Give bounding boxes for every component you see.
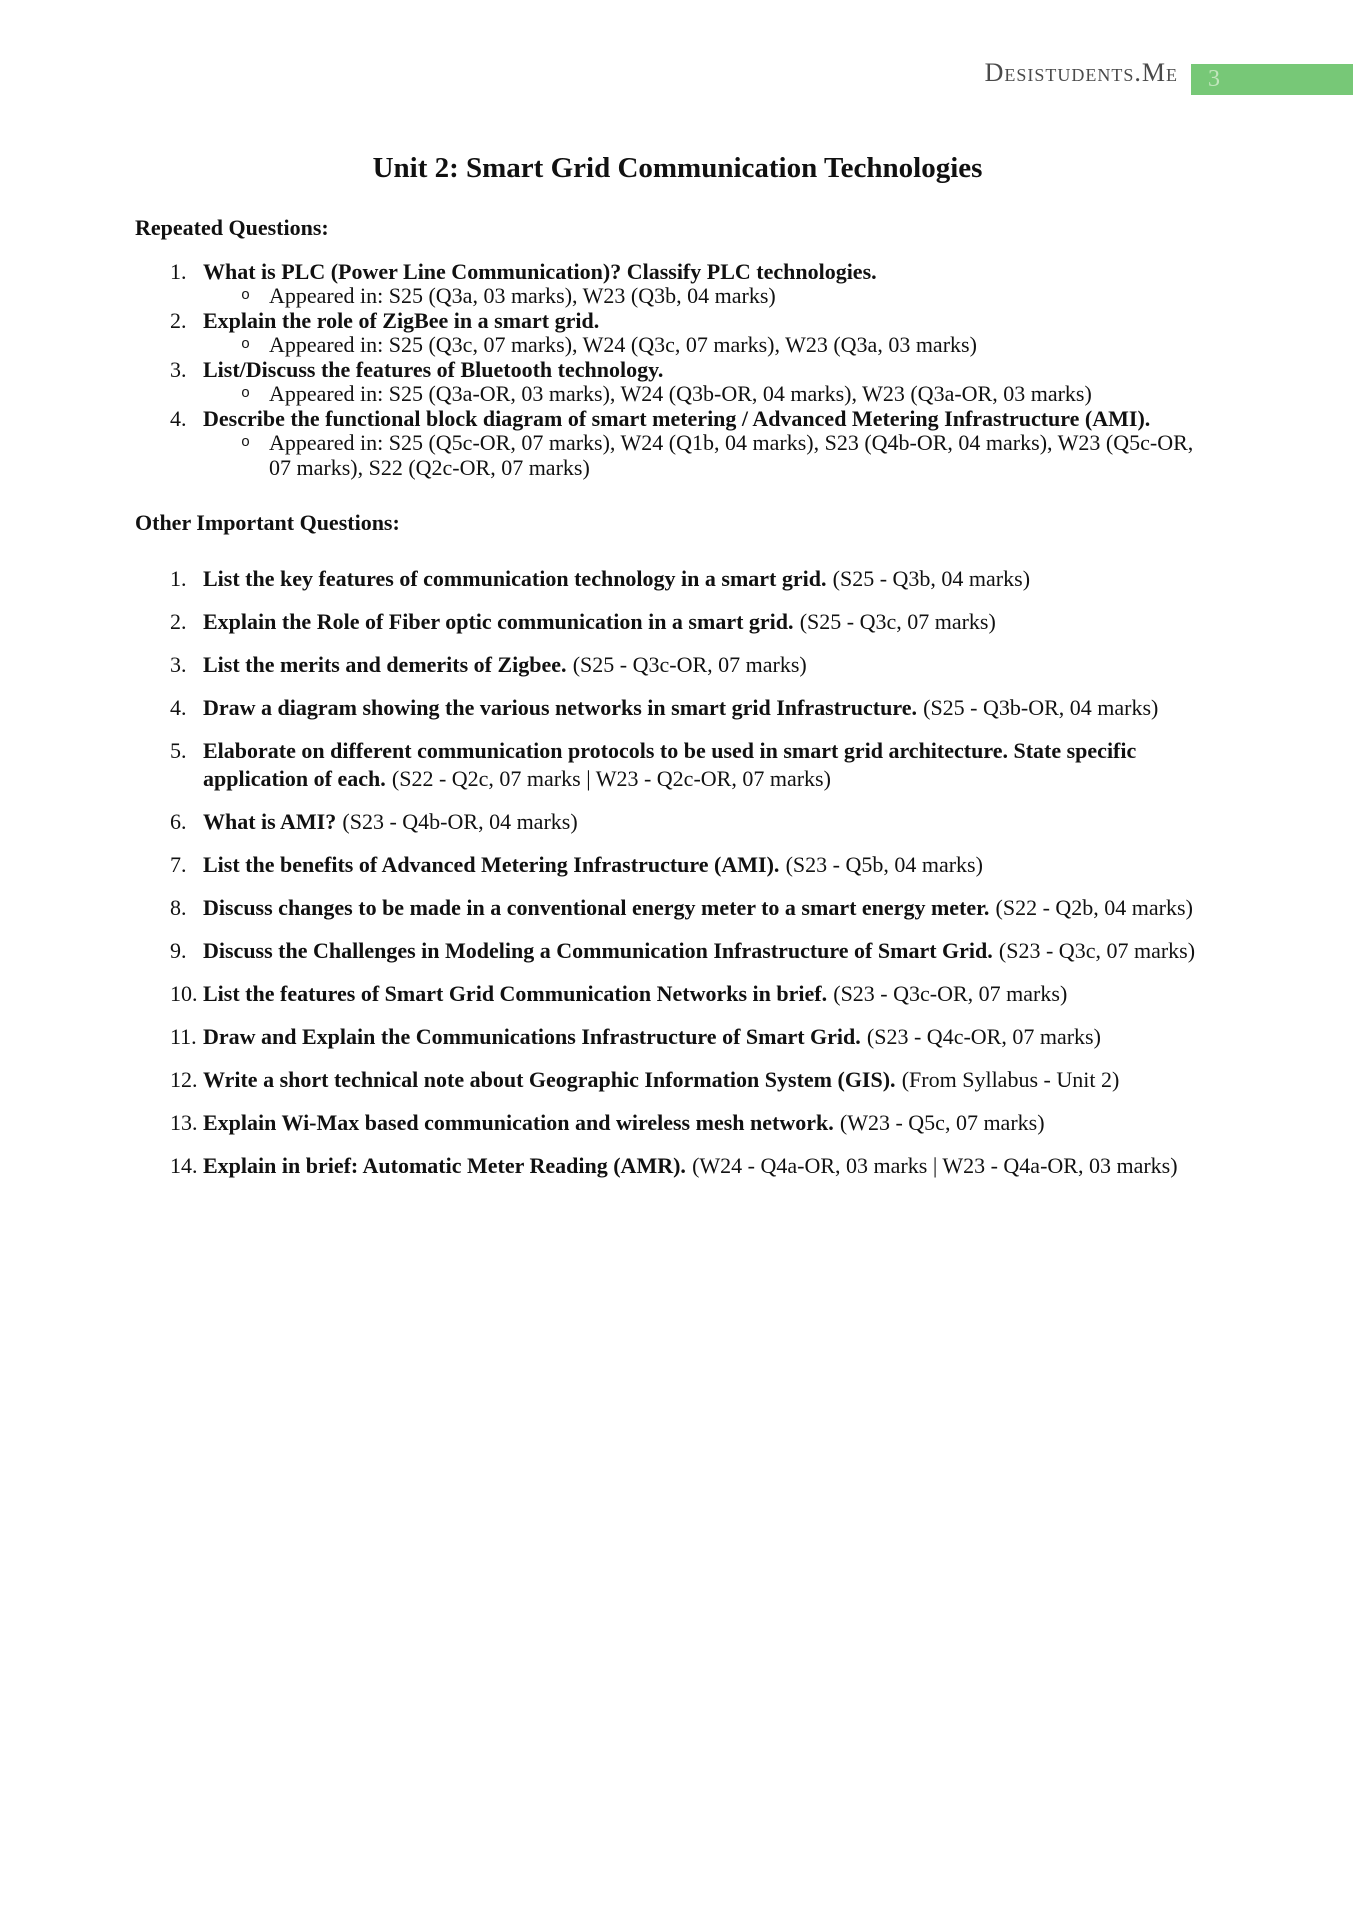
question-block (203, 1066, 1220, 1094)
question-item (135, 565, 1220, 593)
question-reference: (S23 - Q3c-OR, 07 marks) (833, 980, 1068, 1006)
question-block (203, 694, 1220, 722)
question-block (203, 808, 1220, 836)
list-number: 14. (170, 1152, 198, 1178)
page-title: Unit 2: Smart Grid Communication Technologies (372, 152, 983, 184)
question-block (203, 407, 1220, 481)
question-block (203, 608, 1220, 636)
list-number: 4. (170, 405, 187, 431)
other-questions-list (135, 565, 1220, 1180)
question-text: List the benefits of Advanced Metering Infrastructure (AMI). (203, 851, 780, 877)
question-block (203, 851, 1220, 879)
question-item (135, 407, 1220, 481)
question-block (203, 1109, 1220, 1137)
section-heading-other: Other Important Questions: (135, 510, 400, 536)
question-text: Discuss the Challenges in Modeling a Communication Infrastructure of Smart Grid. (203, 937, 993, 963)
question-block (203, 737, 1220, 793)
question-item (135, 894, 1220, 922)
list-number: 11. (170, 1023, 197, 1049)
question-block (203, 1023, 1220, 1051)
page-header (0, 0, 1358, 110)
list-number: 5. (170, 737, 187, 763)
question-block (203, 651, 1220, 679)
question-item (135, 608, 1220, 636)
question-text: Explain the Role of Fiber optic communication in a smart grid. (203, 608, 794, 634)
question-block (203, 1152, 1220, 1180)
appeared-text: Appeared in: S25 (Q3c, 07 marks), W24 (Q3c, 07 marks), W23 (Q3a, 03 marks) (269, 332, 977, 358)
question-text: List/Discuss the features of Bluetooth technology. (203, 356, 664, 382)
circle-bullet-icon: o (241, 434, 251, 452)
question-item (135, 1066, 1220, 1094)
question-item (135, 808, 1220, 836)
page-number-badge: 3 (1191, 64, 1353, 95)
question-item (135, 1152, 1220, 1180)
list-number: 10. (170, 980, 198, 1006)
question-item (135, 980, 1220, 1008)
question-item (135, 851, 1220, 879)
question-item (135, 1109, 1220, 1137)
question-text: Explain the role of ZigBee in a smart grid. (203, 307, 600, 333)
question-item (135, 1023, 1220, 1051)
question-reference: (S25 - Q3c-OR, 07 marks) (572, 651, 807, 677)
circle-bullet-icon: o (241, 385, 251, 403)
question-text: Discuss changes to be made in a conventional energy meter to a smart energy meter. (203, 894, 990, 920)
question-block (203, 937, 1220, 965)
question-block (203, 980, 1220, 1008)
question-text: Explain Wi-Max based communication and wireless mesh network. (203, 1109, 834, 1135)
question-reference: (S23 - Q4c-OR, 07 marks) (866, 1023, 1101, 1049)
site-name: Desistudents.Me (984, 58, 1178, 87)
question-reference: (S22 - Q2b, 04 marks) (995, 894, 1193, 920)
question-text: Explain in brief: Automatic Meter Reading (AMR). (203, 1152, 686, 1178)
list-number: 12. (170, 1066, 198, 1092)
question-reference: (S23 - Q4b-OR, 04 marks) (342, 808, 578, 834)
list-number: 2. (170, 307, 187, 333)
question-block (203, 358, 1220, 407)
question-reference: (S22 - Q2c, 07 marks | W23 - Q2c-OR, 07 marks) (391, 765, 831, 791)
question-reference: (S23 - Q5b, 04 marks) (785, 851, 983, 877)
circle-bullet-icon: o (241, 287, 251, 305)
appeared-line (203, 284, 1220, 309)
repeated-questions-list (135, 260, 1220, 481)
list-number: 7. (170, 851, 187, 877)
circle-bullet-icon: o (241, 336, 251, 354)
list-number: 2. (170, 608, 187, 634)
question-text: List the key features of communication technology in a smart grid. (203, 565, 827, 591)
question-text: List the features of Smart Grid Communication Networks in brief. (203, 980, 828, 1006)
list-number: 1. (170, 565, 187, 591)
question-reference: (S25 - Q3c, 07 marks) (799, 608, 996, 634)
question-block (203, 309, 1220, 358)
question-item (135, 358, 1220, 407)
list-number: 8. (170, 894, 187, 920)
list-number: 1. (170, 258, 187, 284)
question-item (135, 737, 1220, 793)
list-number: 9. (170, 937, 187, 963)
list-number: 13. (170, 1109, 198, 1135)
appeared-line (203, 333, 1220, 358)
question-block (203, 894, 1220, 922)
question-reference: (W23 - Q5c, 07 marks) (839, 1109, 1045, 1135)
question-item (135, 651, 1220, 679)
question-text: List the merits and demerits of Zigbee. (203, 651, 567, 677)
question-reference: (S25 - Q3b, 04 marks) (832, 565, 1031, 591)
question-reference: (W24 - Q4a-OR, 03 marks | W23 - Q4a-OR, 03 marks) (692, 1152, 1178, 1178)
appeared-line (203, 431, 1220, 480)
question-item (135, 694, 1220, 722)
list-number: 3. (170, 651, 187, 677)
appeared-text: Appeared in: S25 (Q5c-OR, 07 marks), W24 (Q1b, 04 marks), S23 (Q4b-OR, 04 marks), W23 (Q5c-OR, 07 marks), S22 (Q2c-OR, 07 marks) (269, 430, 1194, 480)
question-block (203, 260, 1220, 309)
document-content (135, 152, 1220, 1180)
question-item (135, 260, 1220, 309)
list-number: 6. (170, 808, 187, 834)
question-text: Draw a diagram showing the various networks in smart grid Infrastructure. (203, 694, 917, 720)
appeared-text: Appeared in: S25 (Q3a-OR, 03 marks), W24 (Q3b-OR, 04 marks), W23 (Q3a-OR, 03 marks) (269, 381, 1092, 407)
question-reference: (S23 - Q3c, 07 marks) (998, 937, 1196, 963)
question-reference: (From Syllabus - Unit 2) (901, 1066, 1120, 1092)
list-number: 3. (170, 356, 187, 382)
question-item (135, 937, 1220, 965)
question-reference: (S25 - Q3b-OR, 04 marks) (923, 694, 1159, 720)
appeared-text: Appeared in: S25 (Q3a, 03 marks), W23 (Q3b, 04 marks) (269, 283, 776, 309)
question-item (135, 309, 1220, 358)
question-text: What is PLC (Power Line Communication)? Classify PLC technologies. (203, 258, 877, 284)
list-number: 4. (170, 694, 187, 720)
question-text: Draw and Explain the Communications Infrastructure of Smart Grid. (203, 1023, 861, 1049)
question-text: Write a short technical note about Geographic Information System (GIS). (203, 1066, 896, 1092)
question-text: Elaborate on different communication protocols to be used in smart grid architecture. State specific application of each. (203, 737, 1137, 791)
appeared-line (203, 382, 1220, 407)
question-text: What is AMI? (203, 808, 337, 834)
question-block (203, 565, 1220, 593)
section-heading-repeated: Repeated Questions: (135, 215, 329, 241)
question-text: Describe the functional block diagram of smart metering / Advanced Metering Infrastructure (AMI). (203, 405, 1151, 431)
